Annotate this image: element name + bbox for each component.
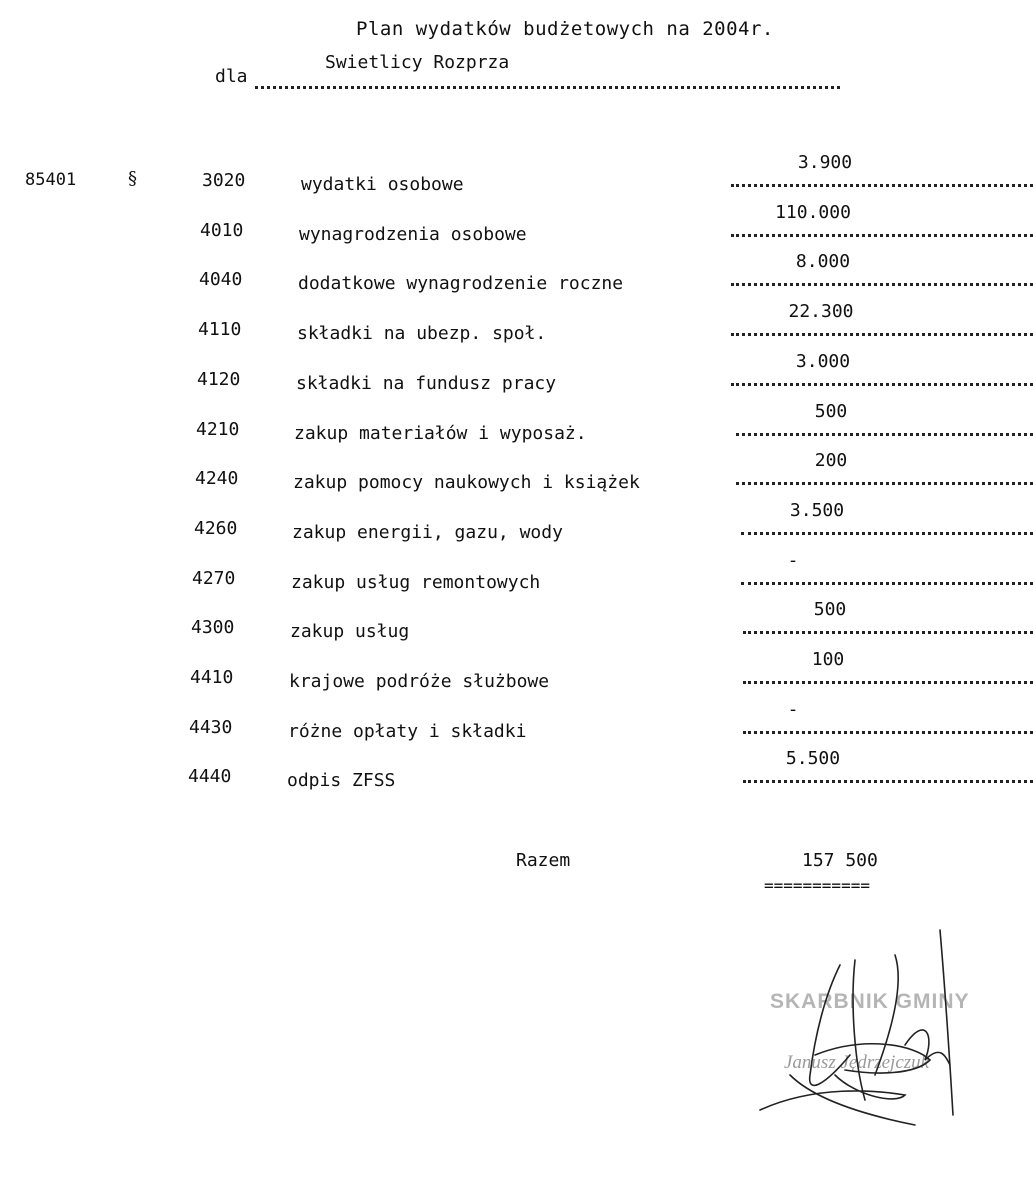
item-amount: - — [787, 698, 799, 720]
dotted-leader — [736, 478, 1033, 485]
item-code: 4040 — [199, 269, 243, 291]
item-description: zakup usług — [290, 621, 410, 643]
item-description: różne opłaty i składki — [288, 720, 527, 742]
item-description: zakup pomocy naukowych i książek — [293, 472, 640, 494]
item-amount: - — [787, 549, 799, 571]
dotted-leader — [736, 429, 1033, 436]
item-description: wynagrodzenia osobowe — [299, 223, 527, 245]
treasurer-stamp-title: SKARBNIK GMINY — [770, 990, 970, 1013]
paragraph-sign: § — [128, 168, 137, 189]
item-amount: 8.000 — [795, 251, 851, 273]
item-amount: 100 — [811, 649, 845, 670]
item-code: 4120 — [197, 368, 241, 390]
dotted-leader — [731, 180, 1033, 187]
treasurer-stamp-name: Janusz Jędrzejczuk — [784, 1052, 930, 1073]
total-value: 157 500 — [802, 850, 878, 871]
item-code: 4430 — [189, 716, 233, 738]
item-code: 4440 — [188, 766, 232, 788]
item-code: 3020 — [202, 170, 246, 191]
item-code: 4270 — [192, 567, 236, 589]
item-description: krajowe podróże służbowe — [289, 671, 550, 692]
item-code: 4300 — [191, 617, 235, 639]
total-double-underline: =========== — [764, 876, 870, 895]
dotted-leader — [743, 776, 1033, 783]
item-amount: 3.900 — [797, 152, 853, 173]
dotted-leader — [731, 329, 1033, 336]
item-amount: 200 — [814, 450, 848, 472]
budget-unit-name: Swietlicy Rozprza — [325, 52, 510, 73]
dotted-leader — [731, 279, 1033, 286]
item-amount: 110.000 — [775, 201, 851, 223]
item-description: zakup usług remontowych — [291, 571, 541, 593]
dotted-leader — [743, 727, 1033, 734]
item-code: 4210 — [196, 418, 240, 440]
dotted-leader — [743, 627, 1033, 634]
document-title: Plan wydatków budżetowych na 2004r. — [356, 18, 774, 40]
dla-label: dla — [215, 66, 248, 87]
item-description: dodatkowe wynagrodzenie roczne — [298, 273, 624, 295]
item-description: składki na ubezp. społ. — [297, 323, 547, 345]
dotted-leader — [741, 528, 1033, 535]
item-description: odpis ZFSS — [287, 770, 396, 792]
item-description: zakup energii, gazu, wody — [292, 521, 563, 543]
item-description: zakup materiałów i wyposaż. — [294, 422, 587, 444]
dotted-leader — [743, 677, 1033, 684]
item-description: wydatki osobowe — [301, 174, 464, 195]
total-label: Razem — [516, 850, 571, 871]
table-row — [0, 748, 1033, 812]
item-amount: 500 — [813, 599, 847, 621]
dotted-fill-line — [255, 70, 840, 89]
handwritten-signature — [755, 925, 1015, 1135]
item-amount: 3.500 — [789, 499, 845, 521]
item-code: 4260 — [194, 517, 238, 539]
item-description: składki na fundusz pracy — [296, 372, 557, 394]
item-code: 4410 — [190, 667, 234, 688]
item-amount: 22.300 — [788, 301, 854, 323]
chapter-code: 85401 — [25, 170, 77, 190]
item-code: 4010 — [200, 219, 244, 241]
table-row — [0, 649, 1033, 713]
item-amount: 5.500 — [785, 748, 841, 770]
item-amount: 3.000 — [795, 350, 851, 372]
item-code: 4240 — [195, 468, 239, 490]
dotted-leader — [731, 379, 1033, 386]
dotted-leader — [741, 578, 1033, 585]
item-code: 4110 — [198, 319, 242, 341]
dotted-leader — [731, 230, 1033, 237]
item-amount: 500 — [814, 400, 848, 422]
table-row — [0, 499, 1033, 564]
